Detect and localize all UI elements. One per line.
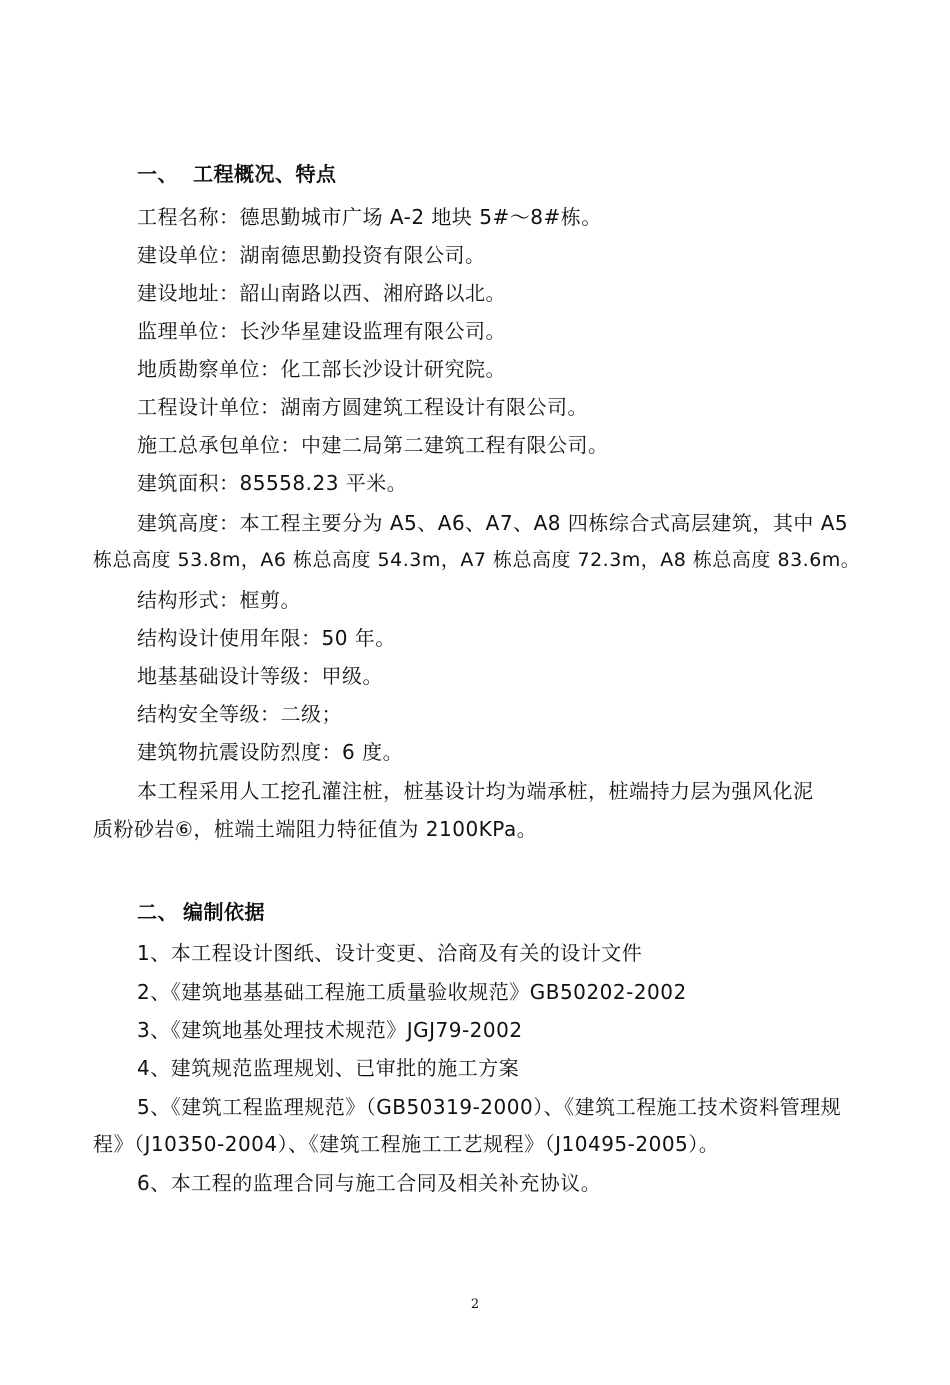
basis-item-3: 3、《建筑地基处理技术规范》JGJ79-2002 <box>137 1018 523 1042</box>
seismic-line: 建筑物抗震设防烈度：6 度。 <box>137 740 404 764</box>
section-number: 一、 <box>137 162 178 186</box>
survey-unit-line: 地质勘察单位：化工部长沙设计研究院。 <box>137 357 506 381</box>
basis-item-1: 1、本工程设计图纸、设计变更、洽商及有关的设计文件 <box>137 941 643 965</box>
address-line: 建设地址：韶山南路以西、湘府路以北。 <box>137 281 506 305</box>
building-height-line-cont: 栋总高度 53.8m，A6 栋总高度 54.3m，A7 栋总高度 72.3m，A8 栋总高度 83.6m。 <box>93 549 861 571</box>
supervisor-line: 监理单位：长沙华星建设监理有限公司。 <box>137 319 506 343</box>
contractor-line: 施工总承包单位：中建二局第二建筑工程有限公司。 <box>137 433 609 457</box>
developer-line: 建设单位：湖南德思勤投资有限公司。 <box>137 243 486 267</box>
basis-item-2: 2、《建筑地基基础工程施工质量验收规范》GB50202-2002 <box>137 980 687 1004</box>
pile-description-line: 本工程采用人工挖孔灌注桩，桩基设计均为端承桩，桩端持力层为强风化泥 <box>137 779 814 803</box>
section-title: 编制依据 <box>183 900 265 924</box>
section-heading-basis <box>137 898 265 926</box>
basis-item-5-cont: 程》（J10350-2004）、《建筑工程施工工艺规程》（J10495-2005）。 <box>93 1132 720 1156</box>
design-unit-line: 工程设计单位：湖南方圆建筑工程设计有限公司。 <box>137 395 588 419</box>
section-heading-overview <box>137 160 337 188</box>
foundation-grade-line: 地基基础设计等级：甲级。 <box>137 664 383 688</box>
basis-item-5: 5、《建筑工程监理规范》（GB50319-2000）、《建筑工程施工技术资料管理规 <box>137 1095 842 1119</box>
structure-type-line: 结构形式：框剪。 <box>137 588 301 612</box>
section-number: 二、 <box>137 900 178 924</box>
floor-area-line: 建筑面积：85558.23 平米。 <box>137 471 408 495</box>
section-title: 工程概况、特点 <box>193 162 337 186</box>
building-height-line: 建筑高度：本工程主要分为 A5、A6、A7、A8 四栋综合式高层建筑，其中 A5 <box>137 511 849 535</box>
project-name-line: 工程名称：德思勤城市广场 A-2 地块 5#～8#栋。 <box>137 205 602 229</box>
basis-item-6: 6、本工程的监理合同与施工合同及相关补充协议。 <box>137 1171 602 1195</box>
safety-grade-line: 结构安全等级：二级； <box>137 702 342 726</box>
pile-description-line-cont: 质粉砂岩⑥，桩端土端阻力特征值为 2100KPa。 <box>93 817 538 841</box>
basis-item-4: 4、建筑规范监理规划、已审批的施工方案 <box>137 1056 520 1080</box>
service-life-line: 结构设计使用年限：50 年。 <box>137 626 396 650</box>
page-number: 2 <box>470 1297 480 1312</box>
